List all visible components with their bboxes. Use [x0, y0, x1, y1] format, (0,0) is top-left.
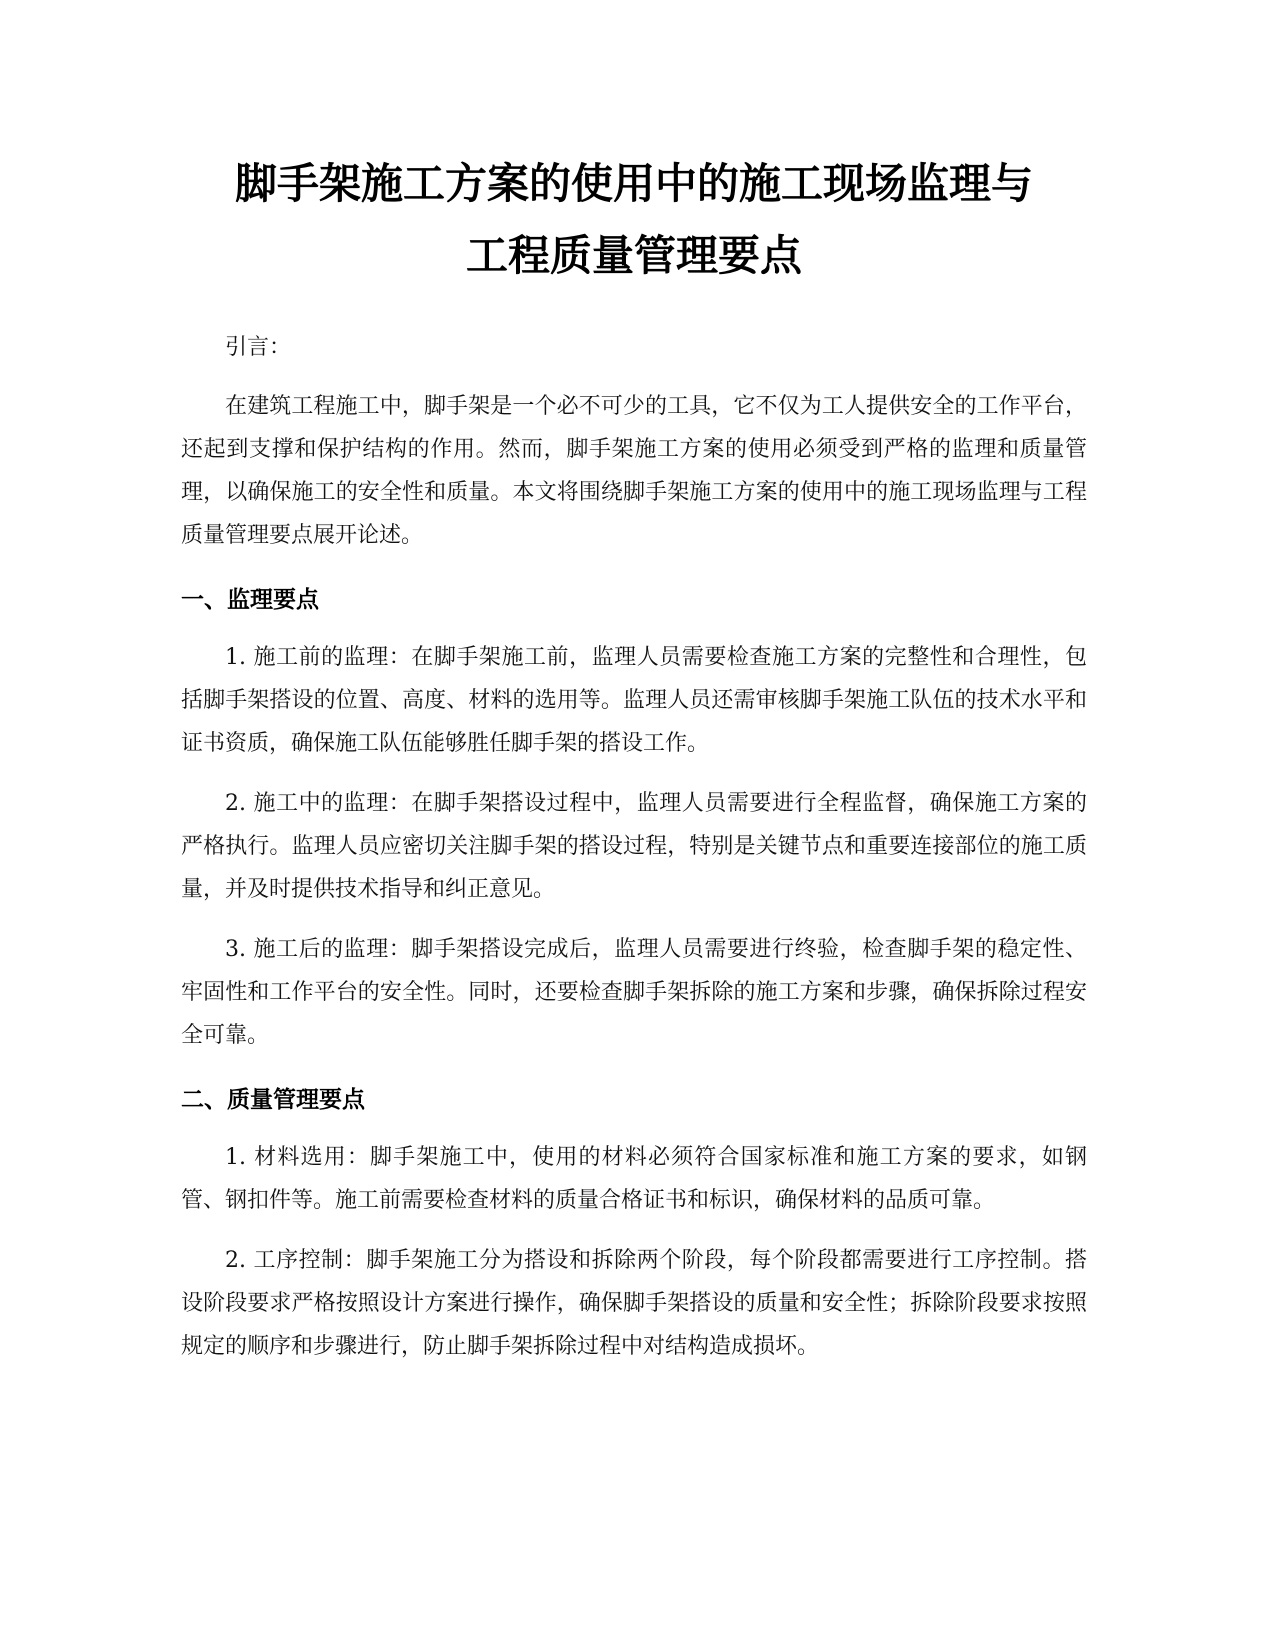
document-title: [181, 148, 1087, 292]
document-page: [181, 148, 1087, 1368]
intro-label: 引言：: [225, 335, 292, 360]
section-heading-quality: 二、质量管理要点: [181, 1087, 365, 1113]
intro-paragraph: 在建筑工程施工中，脚手架是一个必不可少的工具，它不仅为工人提供安全的工作平台，还起到支撑和保护结构的作用。然而，脚手架施工方案的使用必须受到严格的监理和质量管理，以确保施工的安全性和质量。本文将围绕脚手架施工方案的使用中的施工现场监理与工程质量管理要点展开论述。: [181, 394, 1087, 548]
quality-item-1: 1. 材料选用：脚手架施工中，使用的材料必须符合国家标准和施工方案的要求，如钢管、钢扣件等。施工前需要检查材料的质量合格证书和标识，确保材料的品质可靠。: [181, 1145, 1087, 1213]
supervision-item-2: 2. 施工中的监理：在脚手架搭设过程中，监理人员需要进行全程监督，确保施工方案的严格执行。监理人员应密切关注脚手架的搭设过程，特别是关键节点和重要连接部位的施工质量，并及时提供技术指导和纠正意见。: [181, 791, 1087, 902]
section-heading-supervision: 一、监理要点: [181, 587, 319, 613]
supervision-item-1: 1. 施工前的监理：在脚手架施工前，监理人员需要检查施工方案的完整性和合理性，包括脚手架搭设的位置、高度、材料的选用等。监理人员还需审核脚手架施工队伍的技术水平和证书资质，确保施工队伍能够胜任脚手架的搭设工作。: [181, 645, 1087, 756]
quality-item-2: 2. 工序控制：脚手架施工分为搭设和拆除两个阶段，每个阶段都需要进行工序控制。搭设阶段要求严格按照设计方案进行操作，确保脚手架搭设的质量和安全性；拆除阶段要求按照规定的顺序和步骤进行，防止脚手架拆除过程中对结构造成损坏。: [181, 1248, 1087, 1359]
supervision-item-3: 3. 施工后的监理：脚手架搭设完成后，监理人员需要进行终验，检查脚手架的稳定性、牢固性和工作平台的安全性。同时，还要检查脚手架拆除的施工方案和步骤，确保拆除过程安全可靠。: [181, 937, 1087, 1048]
title-line-1: 脚手架施工方案的使用中的施工现场监理与: [234, 159, 1033, 208]
title-line-2: 工程质量管理要点: [465, 231, 802, 280]
